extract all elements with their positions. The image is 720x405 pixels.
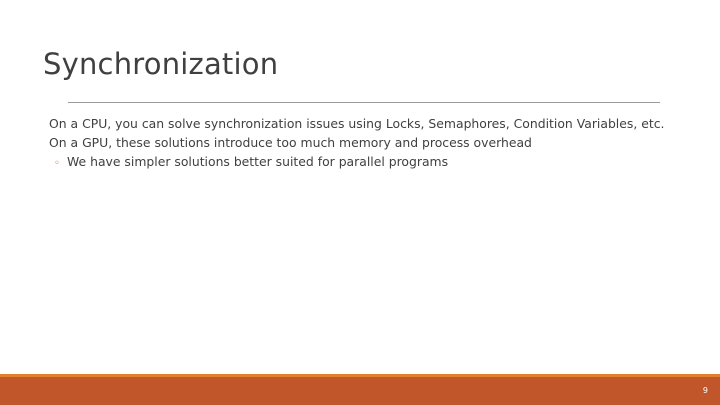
sub-bullet-text: We have simpler solutions better suited for parallel programs bbox=[67, 154, 449, 169]
slide-body bbox=[49, 114, 689, 173]
footer-band bbox=[0, 377, 720, 405]
sub-bullet-item bbox=[49, 152, 689, 173]
page-number: 9 bbox=[702, 386, 708, 395]
body-line-cpu: On a CPU, you can solve synchronization issues using Locks, Semaphores, Condition Variables, etc. bbox=[49, 116, 665, 131]
slide-title: Synchronization bbox=[43, 47, 279, 81]
title-divider bbox=[68, 102, 660, 103]
bullet-icon: ◦ bbox=[54, 158, 60, 169]
body-line-gpu: On a GPU, these solutions introduce too much memory and process overhead bbox=[49, 135, 532, 150]
